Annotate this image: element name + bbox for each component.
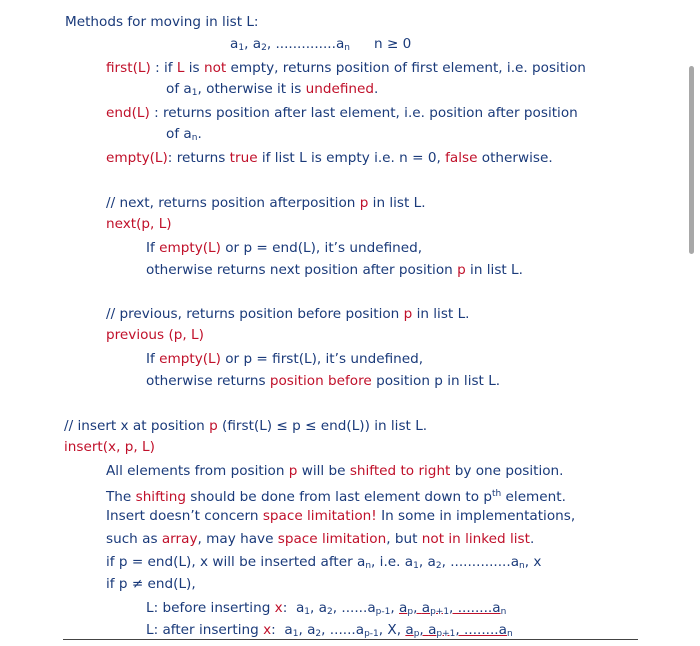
empty-definition: empty(L): returns true if list L is empty i.e. n = 0, false otherwise.	[106, 150, 553, 166]
insert-desc-line4: such as array, may have space limitation, but not in linked list.	[106, 531, 535, 547]
next-comment: // next, returns position afterposition p in list L.	[106, 195, 426, 211]
bottom-divider	[63, 639, 638, 640]
previous-signature: previous (p, L)	[106, 327, 204, 343]
insert-desc-line1: All elements from position p will be shifted to right by one position.	[106, 463, 564, 479]
previous-rule-line1: If empty(L) or p = first(L), it’s undefined,	[146, 351, 424, 367]
before-inserting-line: L: before inserting x: $a_1$, $a_2$, $......a_{p-1}$, $a_p$, $a_{p+1}$, $........a_n$	[146, 600, 507, 617]
insert-comment: // insert x at position p (first(L) ≤ p ≤ end(L)) in list L.	[64, 418, 428, 434]
end-definition-line2: of $a_n$.	[166, 126, 202, 143]
insert-desc-line5: if p = end(L), x will be inserted after $a_n$, i.e. $a_1$, $a_2$, $..............a_n$, x	[106, 554, 542, 571]
next-rule-line2: otherwise returns next position after position p in list L.	[146, 262, 523, 278]
insert-signature: insert(x, p, L)	[64, 439, 155, 455]
section-title: Methods for moving in list L:	[65, 14, 259, 30]
end-definition-line1: end(L) : returns position after last element, i.e. position after position	[106, 105, 578, 121]
next-signature: next(p, L)	[106, 216, 172, 232]
previous-rule-line2: otherwise returns position before position p in list L.	[146, 373, 501, 389]
first-definition-line2: of $a_1$, otherwise it is undefined.	[166, 81, 379, 98]
previous-comment: // previous, returns position before position p in list L.	[106, 306, 470, 322]
first-definition-line1: first(L) : if L is not empty, returns position of first element, i.e. position	[106, 60, 586, 76]
vertical-scrollbar[interactable]	[689, 66, 694, 254]
next-rule-line1: If empty(L) or p = end(L), it’s undefined,	[146, 240, 423, 256]
insert-desc-line3: Insert doesn’t concern space limitation! In some in implementations,	[106, 508, 576, 524]
insert-desc-line2: The shifting should be done from last element down to $p^{th}$ element.	[106, 489, 566, 505]
insert-desc-line6: if p ≠ end(L),	[106, 576, 196, 592]
sequence-line: $a_1$, $a_2$, $..............a_n$ n ≥ 0	[230, 36, 412, 53]
after-inserting-line: L: after inserting x: $a_1$, $a_2$, $......a_{p-1}$, X, $a_p$, $a_{p+1}$, $........a_n$	[146, 622, 513, 639]
